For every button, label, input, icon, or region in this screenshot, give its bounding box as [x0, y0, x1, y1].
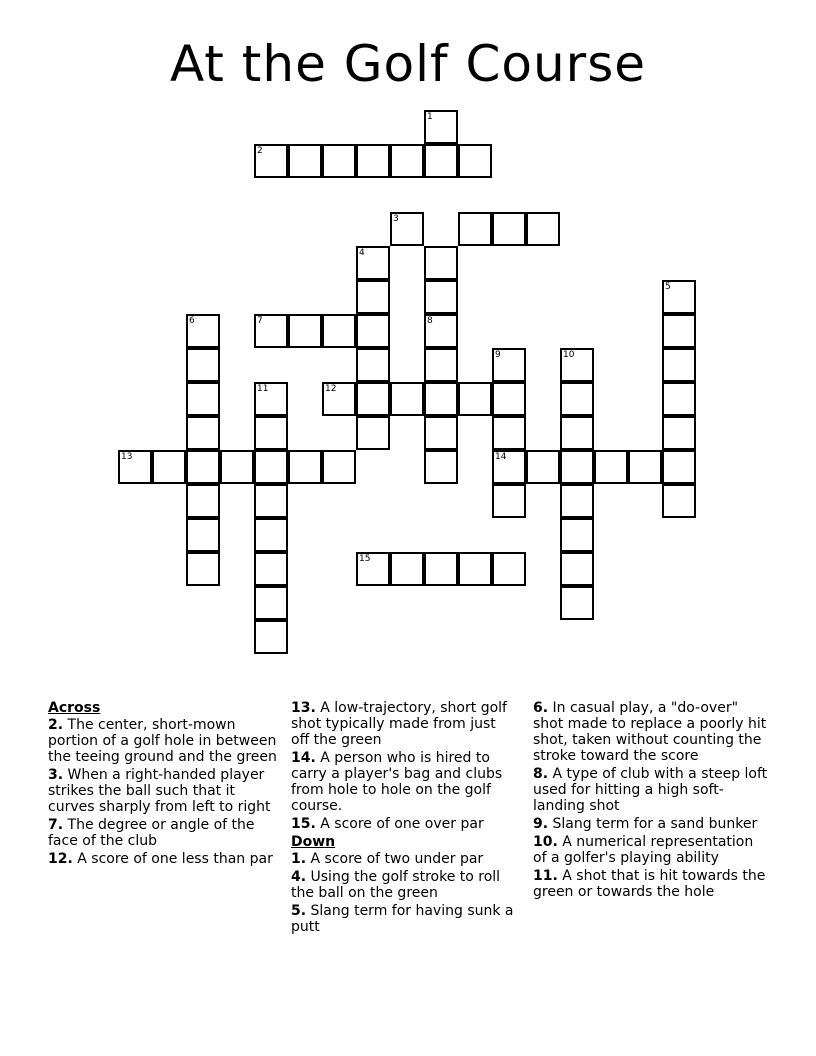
clue-item [533, 816, 768, 832]
crossword-cell[interactable] [458, 552, 492, 586]
clue-item [291, 750, 516, 814]
clue-item-number: 10. [533, 834, 558, 850]
crossword-cell[interactable] [254, 382, 288, 416]
clue-item [291, 869, 516, 901]
clue-number: 13 [121, 452, 133, 462]
clue-number: 15 [359, 554, 371, 564]
clue-item-number: 15. [291, 816, 316, 832]
crossword-cell[interactable] [560, 450, 594, 484]
crossword-cell[interactable] [492, 382, 526, 416]
crossword-cell[interactable] [594, 450, 628, 484]
crossword-cell[interactable] [254, 518, 288, 552]
crossword-cell[interactable] [662, 280, 696, 314]
crossword-cell[interactable] [662, 450, 696, 484]
clue-item-text: A score of one over par [315, 816, 484, 832]
crossword-cell[interactable] [356, 382, 390, 416]
clue-item-number: 12. [48, 851, 73, 867]
crossword-cell[interactable] [186, 518, 220, 552]
crossword-cell[interactable] [492, 552, 526, 586]
crossword-cell[interactable] [254, 314, 288, 348]
clue-item-number: 6. [533, 700, 549, 716]
clue-number: 3 [393, 214, 399, 224]
crossword-cell[interactable] [254, 552, 288, 586]
clue-number: 2 [257, 146, 263, 156]
clue-item-text: Using the golf stroke to roll the ball on the green [291, 869, 501, 901]
clue-item-number: 9. [533, 816, 549, 832]
clue-number: 10 [563, 350, 575, 360]
crossword-cell[interactable] [424, 552, 458, 586]
clue-number: 8 [427, 316, 433, 326]
crossword-cell[interactable] [288, 314, 322, 348]
crossword-cell[interactable] [424, 144, 458, 178]
crossword-cell[interactable] [186, 552, 220, 586]
crossword-cell[interactable] [356, 348, 390, 382]
clue-item-text: A low-trajectory, short golf shot typically made from just off the green [291, 700, 507, 748]
crossword-cell[interactable] [424, 314, 458, 348]
clue-item-text: The center, short-mown portion of a golf hole in between the teeing ground and the green [48, 717, 277, 765]
clue-item-number: 8. [533, 766, 549, 782]
crossword-cell[interactable] [492, 484, 526, 518]
clue-item [48, 717, 280, 765]
across-clue-list [48, 717, 280, 867]
clue-item-text: When a right-handed player strikes the ball such that it curves sharply from left to right [48, 767, 271, 815]
crossword-cell[interactable] [356, 314, 390, 348]
crossword-cell[interactable] [254, 620, 288, 654]
crossword-cell[interactable] [186, 450, 220, 484]
clue-item-number: 2. [48, 717, 64, 733]
crossword-cell[interactable] [560, 416, 594, 450]
clue-item-text: A type of club with a steep loft used for hitting a high soft-landing shot [533, 766, 768, 814]
across-heading: Across [48, 700, 101, 716]
crossword-cell[interactable] [424, 280, 458, 314]
crossword-cell[interactable] [186, 484, 220, 518]
clue-item [533, 834, 768, 866]
clue-item [533, 868, 768, 900]
page-title: At the Golf Course [169, 35, 647, 93]
clue-number: 11 [257, 384, 269, 394]
crossword-cell[interactable] [390, 552, 424, 586]
crossword-cell[interactable] [254, 416, 288, 450]
crossword-cell[interactable] [560, 382, 594, 416]
crossword-cell[interactable] [254, 144, 288, 178]
crossword-cell[interactable] [186, 314, 220, 348]
crossword-cell[interactable] [662, 382, 696, 416]
crossword-cell[interactable] [254, 450, 288, 484]
crossword-cell[interactable] [424, 110, 458, 144]
crossword-cell[interactable] [424, 348, 458, 382]
clue-item-number: 4. [291, 869, 307, 885]
clue-item [291, 851, 516, 867]
crossword-cell[interactable] [424, 416, 458, 450]
crossword-cell[interactable] [220, 450, 254, 484]
crossword-cell[interactable] [492, 450, 526, 484]
clue-item [48, 767, 280, 815]
clue-number: 9 [495, 350, 501, 360]
crossword-cell[interactable] [186, 382, 220, 416]
clue-item-text: In casual play, a "do-over" shot made to replace a poorly hit shot, taken without counting the stroke toward the score [533, 700, 767, 764]
clue-item-text: A numerical representation of a golfer's playing ability [533, 834, 754, 866]
crossword-cell[interactable] [356, 280, 390, 314]
crossword-cell[interactable] [526, 450, 560, 484]
clue-item-text: A score of one less than par [72, 851, 273, 867]
crossword-cell[interactable] [186, 416, 220, 450]
crossword-cell[interactable] [288, 144, 322, 178]
clue-item-number: 11. [533, 868, 558, 884]
crossword-cell[interactable] [424, 450, 458, 484]
crossword-cell[interactable] [560, 484, 594, 518]
down-clue-list [291, 851, 516, 935]
clue-number: 7 [257, 316, 263, 326]
clue-item [48, 851, 280, 867]
crossword-cell[interactable] [254, 586, 288, 620]
clue-item [533, 700, 768, 764]
crossword-cell[interactable] [560, 348, 594, 382]
crossword-cell[interactable] [288, 450, 322, 484]
crossword-cell[interactable] [628, 450, 662, 484]
crossword-cell[interactable] [526, 212, 560, 246]
crossword-cell[interactable] [458, 144, 492, 178]
clue-item-text: A score of two under par [306, 851, 484, 867]
crossword-cell[interactable] [322, 382, 356, 416]
crossword-cell[interactable] [662, 416, 696, 450]
clue-number: 4 [359, 248, 365, 258]
crossword-cell[interactable] [390, 212, 424, 246]
clue-number: 5 [665, 282, 671, 292]
crossword-cell[interactable] [424, 382, 458, 416]
crossword-cell[interactable] [662, 484, 696, 518]
clues-column-2 [291, 700, 516, 937]
across-clue-list-continued [291, 700, 516, 832]
clue-item [291, 903, 516, 935]
crossword-cell[interactable] [356, 552, 390, 586]
crossword-cell[interactable] [560, 586, 594, 620]
clue-item [48, 817, 280, 849]
crossword-cell[interactable] [356, 144, 390, 178]
down-clue-list-continued [533, 700, 768, 900]
crossword-cell[interactable] [390, 382, 424, 416]
clue-item-number: 14. [291, 750, 316, 766]
crossword-cell[interactable] [322, 314, 356, 348]
clues-column-3 [533, 700, 768, 902]
crossword-cell[interactable] [152, 450, 186, 484]
clue-item-number: 3. [48, 767, 64, 783]
crossword-cell[interactable] [356, 416, 390, 450]
clue-item-number: 13. [291, 700, 316, 716]
clue-number: 1 [427, 112, 433, 122]
clue-item-text: A person who is hired to carry a player's bag and clubs from hole to hole on the golf course. [291, 750, 503, 814]
crossword-cell[interactable] [458, 212, 492, 246]
crossword-cell[interactable] [322, 450, 356, 484]
crossword-cell[interactable] [492, 212, 526, 246]
clue-item [533, 766, 768, 814]
clue-item [291, 700, 516, 748]
crossword-cell[interactable] [560, 552, 594, 586]
clues-column-1 [48, 700, 280, 869]
crossword-cell[interactable] [118, 450, 152, 484]
clue-number: 6 [189, 316, 195, 326]
crossword-cell[interactable] [390, 144, 424, 178]
crossword-cell[interactable] [492, 416, 526, 450]
clue-item-text: The degree or angle of the face of the club [48, 817, 255, 849]
clue-item-text: Slang term for having sunk a putt [291, 903, 514, 935]
crossword-cell[interactable] [186, 348, 220, 382]
clue-number: 12 [325, 384, 337, 394]
clue-item-number: 1. [291, 851, 307, 867]
crossword-cell[interactable] [424, 246, 458, 280]
crossword-cell[interactable] [254, 484, 288, 518]
crossword-cell[interactable] [560, 518, 594, 552]
clue-number: 14 [495, 452, 507, 462]
crossword-cell[interactable] [322, 144, 356, 178]
crossword-cell[interactable] [458, 382, 492, 416]
clue-item-text: A shot that is hit towards the green or towards the hole [533, 868, 766, 900]
clue-item-number: 5. [291, 903, 307, 919]
clue-item-number: 7. [48, 817, 64, 833]
crossword-cell[interactable] [492, 348, 526, 382]
clue-item [291, 816, 516, 832]
clue-item-text: Slang term for a sand bunker [548, 816, 758, 832]
crossword-cell[interactable] [356, 246, 390, 280]
crossword-cell[interactable] [662, 348, 696, 382]
down-heading: Down [291, 834, 336, 850]
crossword-cell[interactable] [662, 314, 696, 348]
